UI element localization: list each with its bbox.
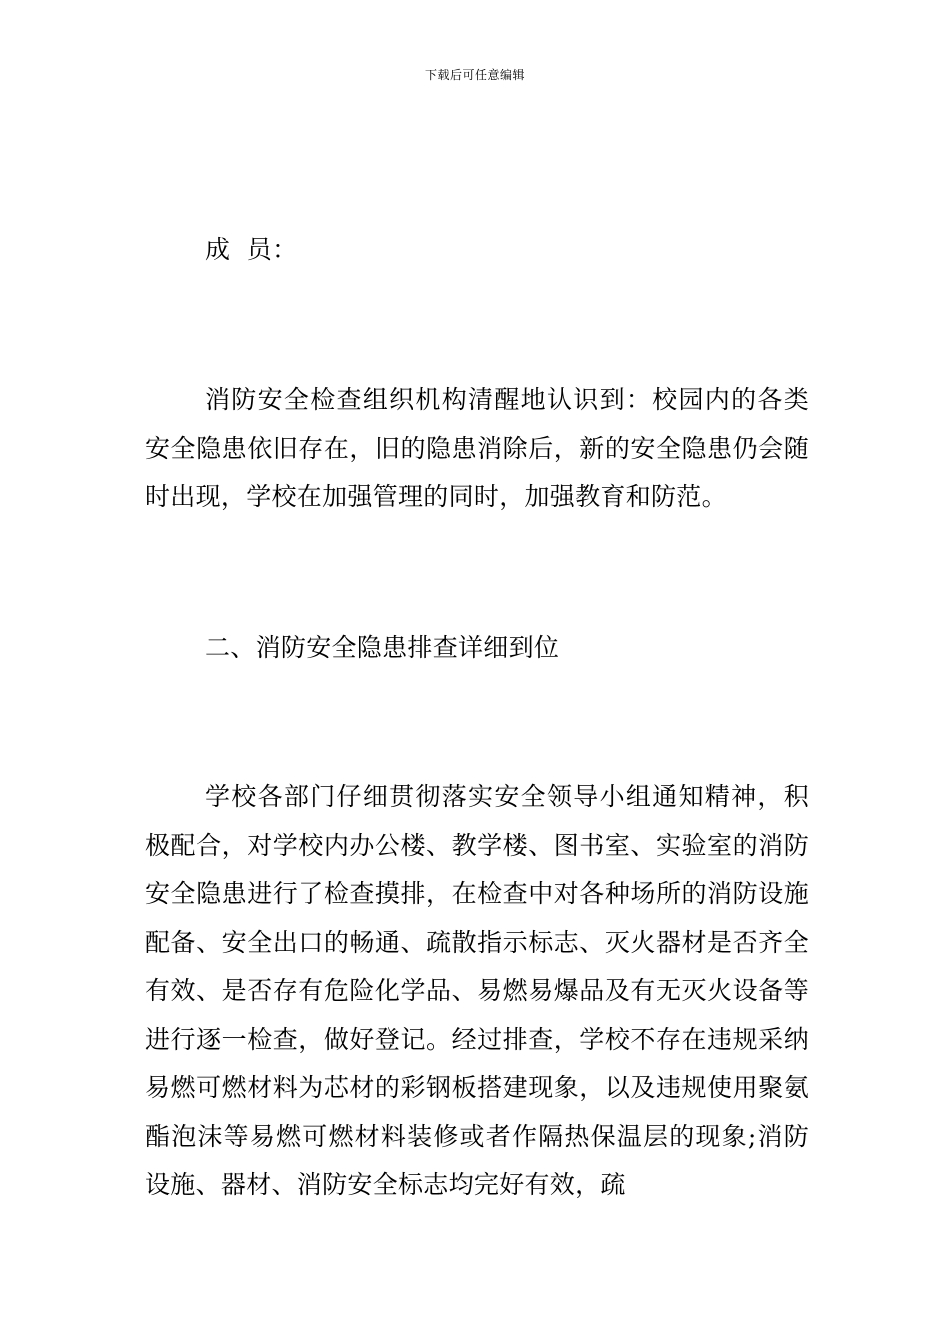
- paragraph-awareness: 消防安全检查组织机构清醒地认识到：校园内的各类安全隐患依旧存在，旧的隐患消除后，新的安全隐患仍会随时出现，学校在加强管理的同时，加强教育和防范。: [145, 385, 809, 511]
- header-note: 下载后可任意编辑: [424, 68, 525, 82]
- section-heading-2: 二、消防安全隐患排查详细到位: [205, 633, 560, 662]
- paragraph-inspection: 学校各部门仔细贯彻落实安全领导小组通知精神，积极配合，对学校内办公楼、教学楼、图书室、实验室的消防安全隐患进行了检查摸排，在检查中对各种场所的消防设施配备、安全出口的畅通、疏散指示标志、灭火器材是否齐全有效、是否存有危险化学品、易燃易爆品及有无灭火设备等进行逐一检查，做好登记。经过排查，学校不存在违规采纳易燃可燃材料为芯材的彩钢板搭建现象，以及违规使用聚氨酯泡沫等易燃可燃材料装修或者作隔热保温层的现象;消防设施、器材、消防安全标志均完好有效，疏: [145, 782, 809, 1199]
- members-label: 成 员：: [205, 235, 298, 264]
